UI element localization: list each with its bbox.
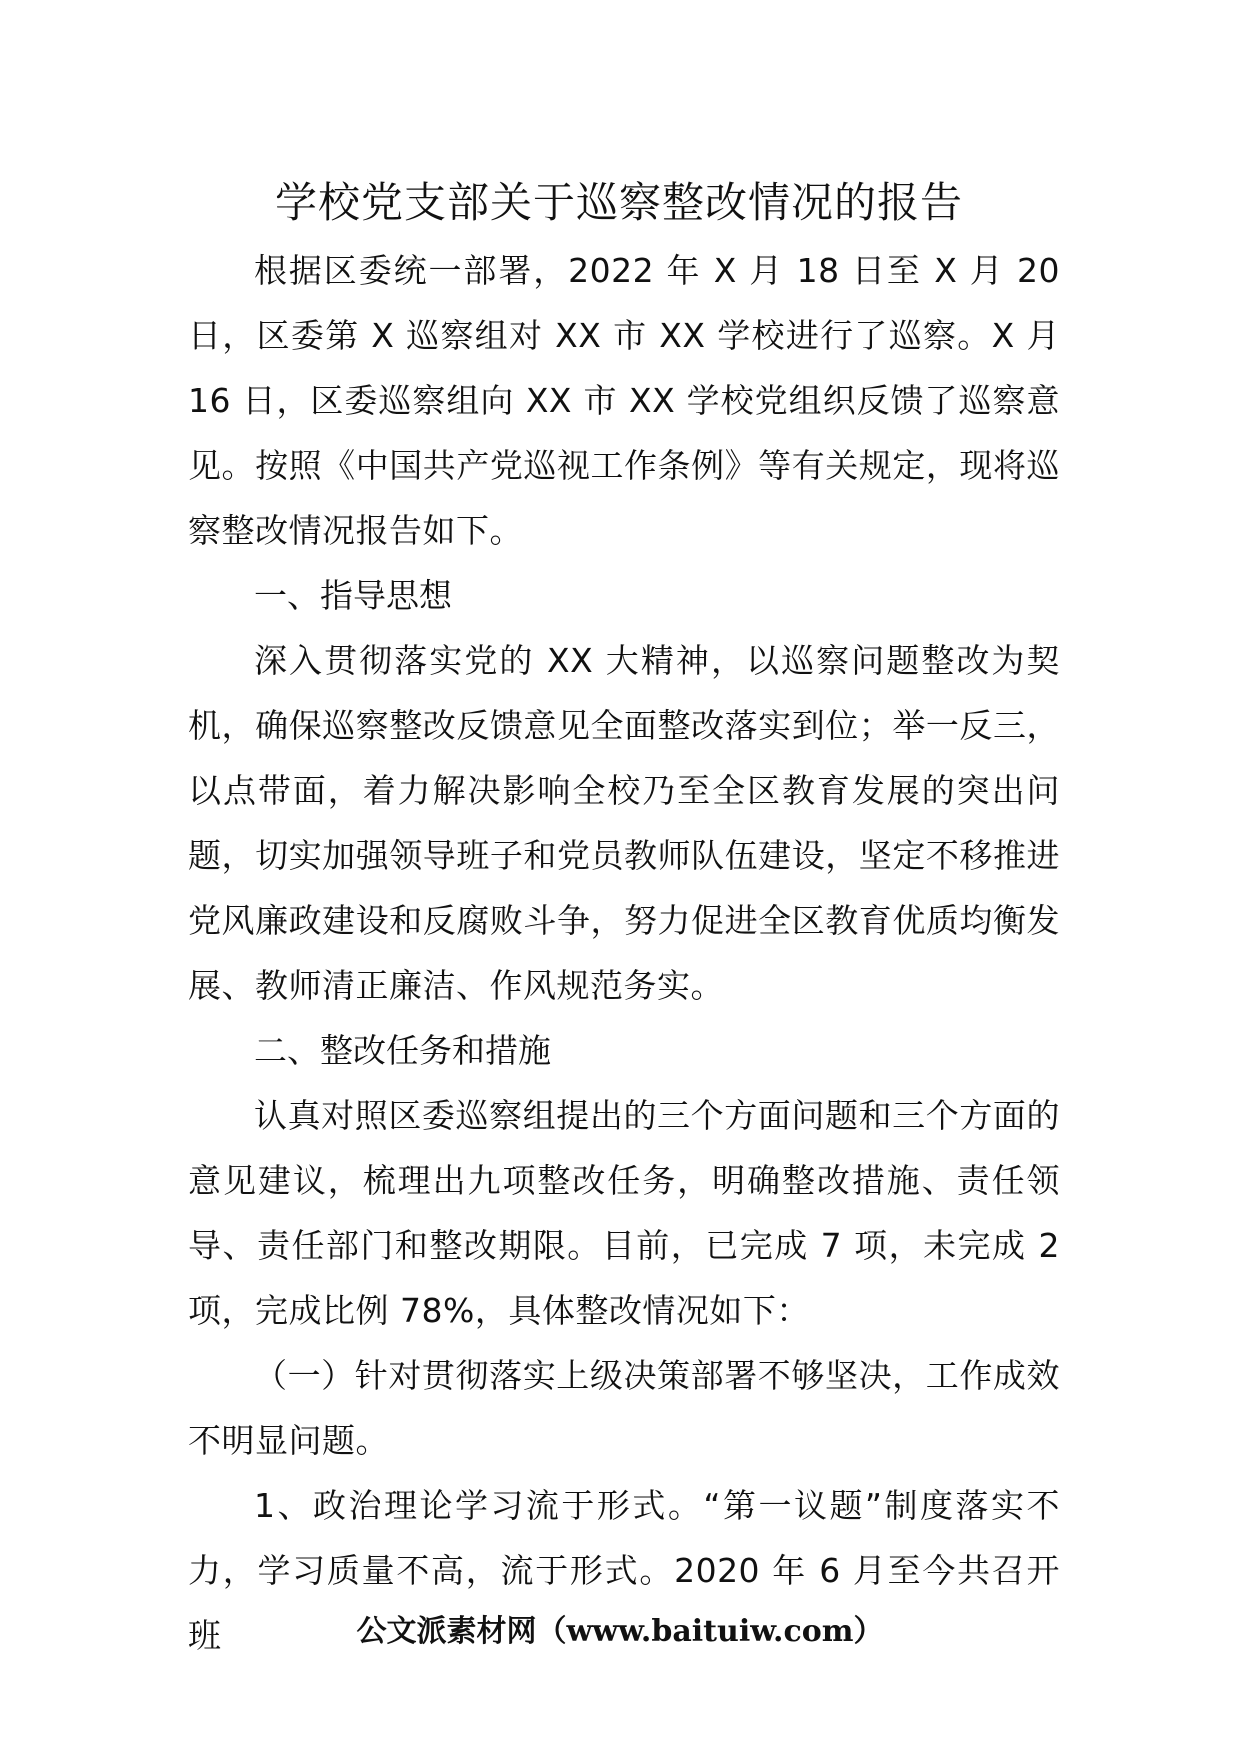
footer-watermark-text: 公文派素材网（www.baituiw.com）	[356, 1614, 884, 1649]
document-title: 学校党支部关于巡察整改情况的报告	[274, 178, 963, 227]
section-heading-guiding-thought: 一、指导思想	[254, 576, 452, 615]
intro-paragraph: 根据区委统一部署，2022 年 X 月 18 日至 X 月 20 日，区委第 X 巡察组对 XX 市 XX 学校进行了巡察。X 月 16 日，区委巡察组向 XX 市 XX 学校党组织反馈了巡察意见。按照《中国共产党巡视工作条例》等有关规定，现将巡察整改情况报告如下。	[188, 251, 1060, 550]
section-paragraph-tasks-measures: 认真对照区委巡察组提出的三个方面问题和三个方面的意见建议，梳理出九项整改任务，明确整改措施、责任领导、责任部门和整改期限。目前，已完成 7 项，未完成 2 项，完成比例 78%，具体整改情况如下：	[188, 1096, 1060, 1330]
subsection-heading-1: （一）针对贯彻落实上级决策部署不够坚决，工作成效不明显问题。	[188, 1356, 1060, 1460]
section-paragraph-guiding-thought: 深入贯彻落实党的 XX 大精神，以巡察问题整改为契机，确保巡察整改反馈意见全面整改落实到位；举一反三，以点带面，着力解决影响全校乃至全区教育发展的突出问题，切实加强领导班子和党员教师队伍建设，坚定不移推进党风廉政建设和反腐败斗争，努力促进全区教育优质均衡发展、教师清正廉洁、作风规范务实。	[188, 641, 1060, 1005]
document-body	[188, 168, 1060, 1668]
section-heading-tasks-measures: 二、整改任务和措施	[254, 1031, 551, 1070]
item-paragraph-1: 1、政治理论学习流于形式。“第一议题”制度落实不力，学习质量不高，流于形式。2020 年 6 月至今共召开班	[188, 1486, 1060, 1655]
